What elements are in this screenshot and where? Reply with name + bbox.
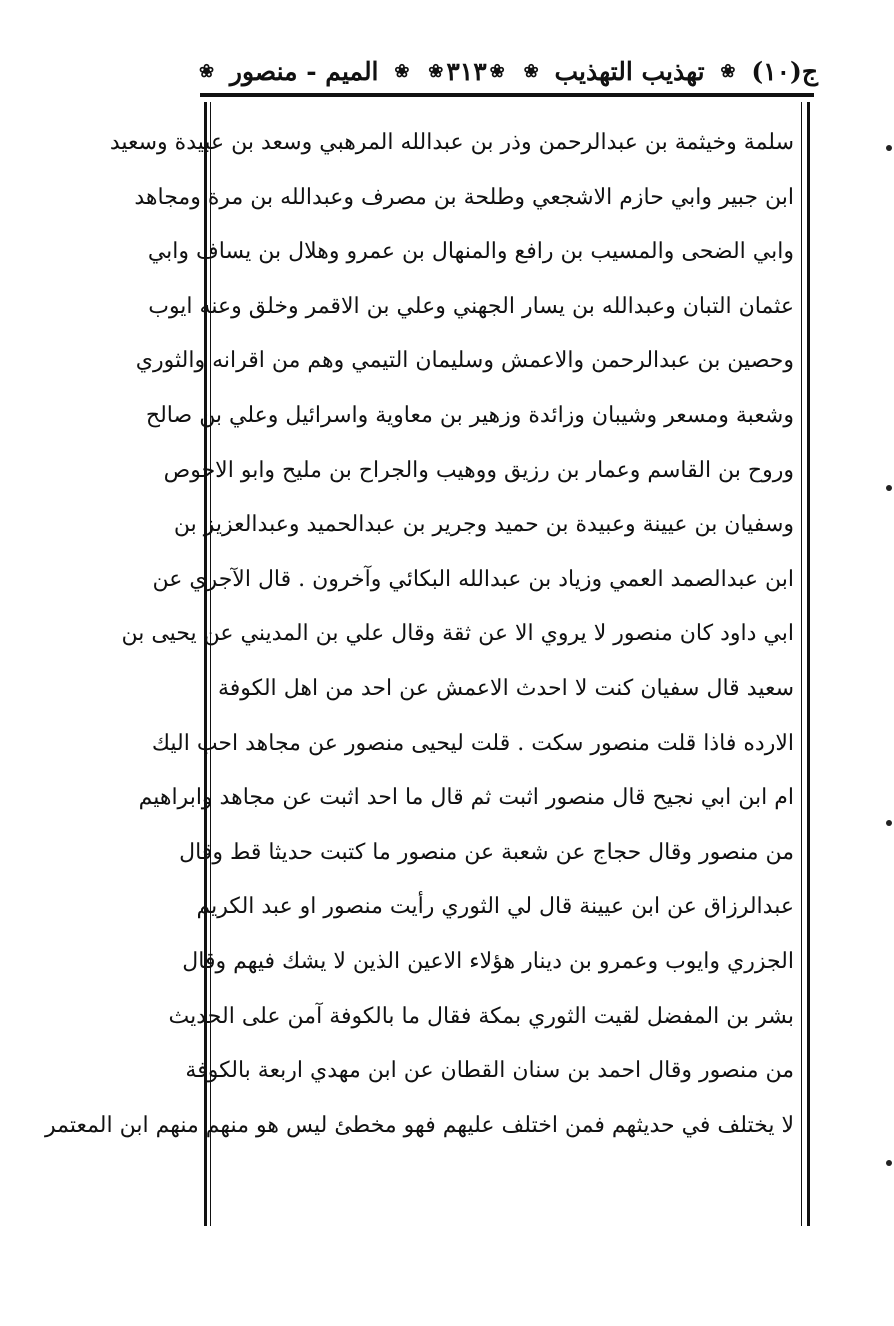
text-line: عثمان التبان وعبدالله بن يسار الجهني وعلي بن الاقمر وخلق وعنه ايوب xyxy=(148,293,794,319)
ornament-icon: ❀ xyxy=(428,60,444,82)
section-title: الميم - منصور xyxy=(229,56,379,86)
ornament-icon: ❀ xyxy=(394,60,410,82)
margin-dot xyxy=(886,820,892,826)
header-rule xyxy=(200,93,814,97)
ornament-icon: ❀ xyxy=(523,60,539,82)
volume-label: ج(١٠) xyxy=(751,56,818,86)
text-line: وابي الضحى والمسيب بن رافع والمنهال بن عمرو وهلال بن يساف وابي xyxy=(147,239,794,265)
text-line: عبدالرزاق عن ابن عيينة قال لي الثوري رأيت منصور او عبد الكريم xyxy=(196,894,794,920)
text-line: لا يختلف في حديثهم فمن اختلف عليهم فهو مخطئ ليس هو منهم منهم ابن المعتمر xyxy=(44,1112,794,1138)
text-line: وشعبة ومسعر وشيبان وزائدة وزهير بن معاوية واسرائيل وعلي بن صالح xyxy=(145,402,794,428)
text-line: ابي داود كان منصور لا يروي الا عن ثقة وقال علي بن المديني عن يحيى بن xyxy=(121,621,794,647)
book-title: تهذيب التهذيب xyxy=(554,56,705,86)
text-line: ابن عبدالصمد العمي وزياد بن عبدالله البكائي وآخرون . قال الآجري عن xyxy=(152,566,794,592)
running-header xyxy=(196,50,818,92)
margin-dot xyxy=(886,145,892,151)
text-line: وسفيان بن عيينة وعبيدة بن حميد وجرير بن عبدالحميد وعبدالعزيز بن xyxy=(173,512,794,538)
ornament-icon: ❀ xyxy=(199,60,215,82)
margin-dot xyxy=(886,485,892,491)
text-line: من منصور وقال احمد بن سنان القطان عن ابن مهدي اربعة بالكوفة xyxy=(185,1058,794,1084)
text-line: ام ابن ابي نجيح قال منصور اثبت ثم قال ما احد اثبت عن مجاهد وابراهيم xyxy=(138,785,794,811)
text-line: سعيد قال سفيان كنت لا احدث الاعمش عن احد من اهل الكوفة xyxy=(218,675,794,701)
ornament-icon: ❀ xyxy=(489,60,505,82)
text-line: الارده فاذا قلت منصور سكت . قلت ليحيى منصور عن مجاهد احب اليك xyxy=(151,730,794,756)
text-line: وحصين بن عبدالرحمن والاعمش وسليمان التيمي وهم من اقرانه والثوري xyxy=(135,348,794,374)
ornament-icon: ❀ xyxy=(720,60,736,82)
main-text xyxy=(44,116,794,1153)
text-line: وروح بن القاسم وعمار بن رزيق ووهيب والجراح بن مليح وابو الاحوص xyxy=(163,457,794,483)
margin-dot xyxy=(886,1160,892,1166)
text-line: سلمة وخيثمة بن عبدالرحمن وذر بن عبدالله المرهبي وسعد بن عبيدة وسعيد xyxy=(109,130,794,155)
text-line: ابن جبير وابي حازم الاشجعي وطلحة بن مصرف وعبدالله بن مرة ومجاهد xyxy=(134,184,794,210)
text-line: الجزري وايوب وعمرو بن دينار هؤلاء الاعين الذين لا يشك فيهم وقال xyxy=(182,948,794,974)
text-line: بشر بن المفضل لقيت الثوري بمكة فقال ما بالكوفة آمن على الحديث xyxy=(168,1003,794,1029)
text-line: من منصور وقال حجاج عن شعبة عن منصور ما كتبت حديثا قط وقال xyxy=(179,839,794,865)
page-number: ٣١٣ xyxy=(446,56,487,86)
